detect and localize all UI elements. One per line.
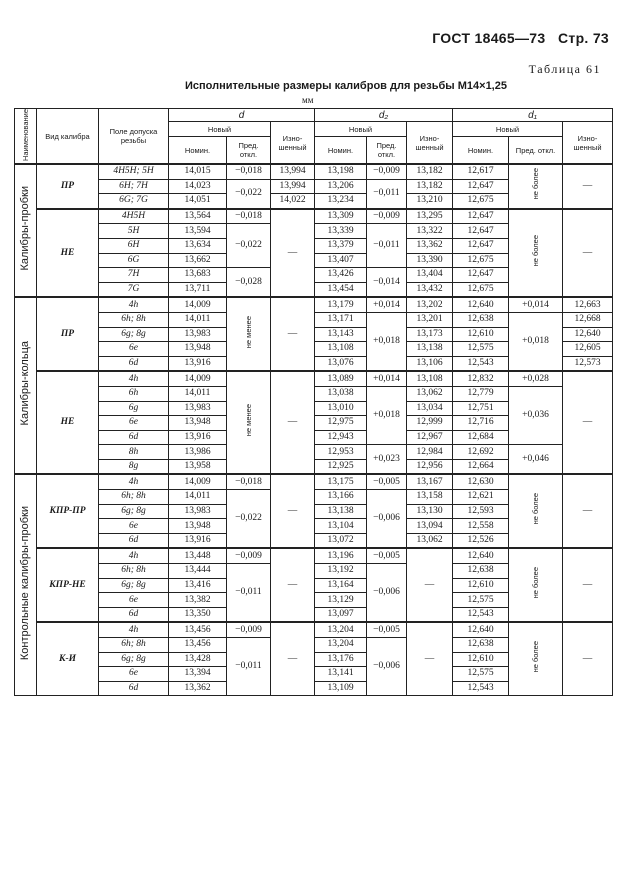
limit-note-text: не более xyxy=(531,493,540,525)
nominal-d1: 12,638 xyxy=(453,564,509,579)
nominal-d1: 12,647 xyxy=(453,209,509,224)
nominal-d2: 13,426 xyxy=(315,268,367,283)
nominal-d1: 12,684 xyxy=(453,430,509,445)
nominal-d: 14,011 xyxy=(169,312,227,327)
nominal-d2: 13,407 xyxy=(315,253,367,268)
worn-d1: — xyxy=(563,371,613,474)
units-label: мм xyxy=(302,95,314,105)
nominal-d2: 13,198 xyxy=(315,164,367,179)
nominal-d: 13,948 xyxy=(169,416,227,431)
worn-d2: 13,062 xyxy=(407,533,453,548)
table-label: Таблица 61 xyxy=(528,62,601,76)
nominal-d1: 12,675 xyxy=(453,253,509,268)
page-header xyxy=(432,30,609,46)
nominal-d: 14,009 xyxy=(169,474,227,489)
worn-d: — xyxy=(271,474,315,548)
nominal-d2: 13,339 xyxy=(315,224,367,239)
tolerance-field: 6d xyxy=(99,356,169,371)
limit-note-text: не менее xyxy=(244,315,253,348)
tolerance-field: 4h xyxy=(99,548,169,563)
worn-d1: — xyxy=(563,164,613,209)
nominal-d2: 13,143 xyxy=(315,327,367,342)
nominal-d1: 12,647 xyxy=(453,268,509,283)
nominal-d1: 12,640 xyxy=(453,622,509,637)
nominal-d: 14,011 xyxy=(169,490,227,505)
nominal-d1: 12,647 xyxy=(453,179,509,194)
nominal-d2: 12,975 xyxy=(315,416,367,431)
deviation-d2: −0,005 xyxy=(367,548,407,563)
nominal-d: 13,362 xyxy=(169,681,227,696)
nominal-d2: 13,179 xyxy=(315,297,367,312)
tolerance-field: 6e xyxy=(99,416,169,431)
worn-d2: 12,956 xyxy=(407,459,453,474)
worn-d1: 12,668 xyxy=(563,312,613,327)
table-row xyxy=(15,209,613,224)
gauge-kind: КПР-ПР xyxy=(37,474,99,548)
nominal-d: 13,382 xyxy=(169,593,227,608)
tolerance-field: 6g; 8g xyxy=(99,578,169,593)
group-axis-label xyxy=(15,474,37,695)
deviation-d2: −0,009 xyxy=(367,209,407,224)
table-row xyxy=(15,371,613,386)
worn-d2: 13,034 xyxy=(407,401,453,416)
nominal-d1: 12,543 xyxy=(453,681,509,696)
deviation-d: −0,009 xyxy=(227,548,271,563)
deviation-d1: +0,046 xyxy=(509,445,563,475)
deviation-d2: −0,011 xyxy=(367,224,407,268)
deviation-d2: −0,006 xyxy=(367,564,407,623)
tol-d2-header: Пред. откл. xyxy=(367,137,407,165)
nominal-d1: 12,675 xyxy=(453,282,509,297)
nominal-d: 13,564 xyxy=(169,209,227,224)
table-body xyxy=(15,164,613,696)
deviation-d2: +0,014 xyxy=(367,371,407,386)
limit-note-text: не более xyxy=(531,641,540,673)
nominal-d1: 12,647 xyxy=(453,238,509,253)
deviation-d2: +0,018 xyxy=(367,386,407,444)
nominal-d2: 13,108 xyxy=(315,342,367,357)
page-number: Стр. 73 xyxy=(558,30,609,46)
nominal-d2: 13,196 xyxy=(315,548,367,563)
col-name-header: Наименование xyxy=(15,109,37,165)
table-row xyxy=(15,297,613,312)
tolerance-field: 6G; 7G xyxy=(99,194,169,209)
nominal-d: 13,683 xyxy=(169,268,227,283)
worn-d2: 13,167 xyxy=(407,474,453,489)
nominal-d2: 13,379 xyxy=(315,238,367,253)
nominal-d2: 13,104 xyxy=(315,519,367,534)
worn-d: — xyxy=(271,622,315,695)
nominal-d: 13,448 xyxy=(169,548,227,563)
worn-d2: 12,984 xyxy=(407,445,453,460)
nominal-d: 13,916 xyxy=(169,430,227,445)
col-d2-header: d₂ xyxy=(315,109,453,122)
worn-d2-header: Изно-шенный xyxy=(407,122,453,165)
nominal-d2: 13,076 xyxy=(315,356,367,371)
nominal-d2: 13,204 xyxy=(315,638,367,653)
worn-d2: 13,362 xyxy=(407,238,453,253)
gauge-kind: К-И xyxy=(37,622,99,695)
nominal-d2: 13,097 xyxy=(315,607,367,622)
group-axis-text: Калибры-кольца xyxy=(19,341,31,426)
worn-d2: 13,322 xyxy=(407,224,453,239)
deviation-d: −0,022 xyxy=(227,224,271,268)
nominal-d2: 12,925 xyxy=(315,459,367,474)
deviation-d1: +0,036 xyxy=(509,386,563,444)
nominal-d: 14,015 xyxy=(169,164,227,179)
gauge-dimensions-table xyxy=(14,108,613,696)
limit-note xyxy=(509,622,563,695)
deviation-d2: −0,005 xyxy=(367,622,407,637)
worn-d2: 13,130 xyxy=(407,504,453,519)
tolerance-field: 6G xyxy=(99,253,169,268)
nominal-d1: 12,543 xyxy=(453,356,509,371)
tolerance-field: 4h xyxy=(99,622,169,637)
worn-d2: 13,182 xyxy=(407,179,453,194)
nominal-d2: 13,164 xyxy=(315,578,367,593)
worn-d2: 13,062 xyxy=(407,386,453,401)
table-row xyxy=(15,474,613,489)
tol-d-header: Пред. откл. xyxy=(227,137,271,165)
tolerance-field: 4H5H; 5H xyxy=(99,164,169,179)
nominal-d1: 12,575 xyxy=(453,667,509,682)
gauge-kind: НЕ xyxy=(37,209,99,298)
worn-d2: 13,094 xyxy=(407,519,453,534)
tolerance-field: 6e xyxy=(99,519,169,534)
tolerance-field: 6g; 8g xyxy=(99,504,169,519)
nominal-d2: 13,454 xyxy=(315,282,367,297)
deviation-d2: +0,018 xyxy=(367,312,407,371)
tolerance-field: 6d xyxy=(99,681,169,696)
deviation-d1: +0,018 xyxy=(509,312,563,371)
nominal-d: 13,456 xyxy=(169,638,227,653)
nominal-d: 14,009 xyxy=(169,297,227,312)
nominal-d2: 13,089 xyxy=(315,371,367,386)
table-row xyxy=(15,548,613,563)
nominal-d: 13,916 xyxy=(169,533,227,548)
nominal-d: 13,958 xyxy=(169,459,227,474)
nominal-d: 13,634 xyxy=(169,238,227,253)
worn-d2: 13,158 xyxy=(407,490,453,505)
nominal-d1: 12,593 xyxy=(453,504,509,519)
nominal-d2: 13,309 xyxy=(315,209,367,224)
worn-d: 13,994 xyxy=(271,164,315,179)
worn-d2: 13,390 xyxy=(407,253,453,268)
deviation-d: −0,022 xyxy=(227,490,271,549)
tolerance-field: 4h xyxy=(99,474,169,489)
limit-note xyxy=(227,297,271,371)
nominal-d2: 13,141 xyxy=(315,667,367,682)
nominal-d1: 12,647 xyxy=(453,224,509,239)
worn-d1: — xyxy=(563,209,613,298)
nominal-d1: 12,558 xyxy=(453,519,509,534)
limit-note-text: не более xyxy=(531,234,540,267)
worn-d2: 13,182 xyxy=(407,164,453,179)
table-row xyxy=(15,622,613,637)
worn-d1: 12,573 xyxy=(563,356,613,371)
group-axis-label xyxy=(15,164,37,297)
deviation-d: −0,009 xyxy=(227,622,271,637)
nominal-d1: 12,638 xyxy=(453,312,509,327)
nominal-d: 13,986 xyxy=(169,445,227,460)
nominal-d1: 12,610 xyxy=(453,327,509,342)
limit-note xyxy=(509,209,563,298)
new-d-header: Новый xyxy=(169,122,271,137)
nominal-d1: 12,675 xyxy=(453,194,509,209)
nominal-d: 14,023 xyxy=(169,179,227,194)
worn-d: 13,994 xyxy=(271,179,315,194)
worn-d1: — xyxy=(563,548,613,622)
nominal-d: 13,594 xyxy=(169,224,227,239)
nominal-d1: 12,543 xyxy=(453,607,509,622)
nominal-d2: 12,943 xyxy=(315,430,367,445)
nominal-d1: 12,638 xyxy=(453,638,509,653)
nominal-d: 13,444 xyxy=(169,564,227,579)
worn-d-header: Изно-шенный xyxy=(271,122,315,165)
worn-d1: 12,640 xyxy=(563,327,613,342)
tolerance-field: 4h xyxy=(99,371,169,386)
nominal-d2: 13,010 xyxy=(315,401,367,416)
deviation-d: −0,022 xyxy=(227,179,271,209)
tolerance-field: 6h; 8h xyxy=(99,638,169,653)
gauge-kind: ПР xyxy=(37,297,99,371)
tolerance-field: 7G xyxy=(99,282,169,297)
deviation-d2: −0,014 xyxy=(367,268,407,298)
limit-note-text: не менее xyxy=(244,404,253,437)
nominal-d1: 12,640 xyxy=(453,548,509,563)
tolerance-field: 6d xyxy=(99,533,169,548)
nominal-d1: 12,617 xyxy=(453,164,509,179)
deviation-d: −0,018 xyxy=(227,164,271,179)
nominal-d2: 13,166 xyxy=(315,490,367,505)
nominal-d: 13,948 xyxy=(169,519,227,534)
nominal-d1: 12,575 xyxy=(453,593,509,608)
worn-d2: 13,138 xyxy=(407,342,453,357)
tolerance-field: 6h; 8h xyxy=(99,312,169,327)
tolerance-field: 6h xyxy=(99,386,169,401)
nominal-d1: 12,832 xyxy=(453,371,509,386)
worn-d: — xyxy=(271,209,315,298)
tolerance-field: 6H xyxy=(99,238,169,253)
group-axis-label xyxy=(15,297,37,474)
worn-d1-header: Изно-шенный xyxy=(563,122,613,165)
tolerance-field: 6g xyxy=(99,401,169,416)
worn-d: — xyxy=(271,297,315,371)
nominal-d: 13,711 xyxy=(169,282,227,297)
deviation-d: −0,028 xyxy=(227,268,271,298)
nominal-d2: 13,204 xyxy=(315,622,367,637)
tolerance-field: 6d xyxy=(99,607,169,622)
worn-d2: 13,210 xyxy=(407,194,453,209)
nom-d-header: Номин. xyxy=(169,137,227,165)
new-d2-header: Новый xyxy=(315,122,407,137)
gauge-kind: ПР xyxy=(37,164,99,209)
deviation-d2: +0,023 xyxy=(367,445,407,475)
tolerance-field: 5H xyxy=(99,224,169,239)
deviation-d: −0,011 xyxy=(227,638,271,696)
nominal-d2: 13,072 xyxy=(315,533,367,548)
worn-d2: 13,201 xyxy=(407,312,453,327)
deviation-d1: +0,028 xyxy=(509,371,563,386)
nominal-d2: 13,109 xyxy=(315,681,367,696)
worn-d2: 12,967 xyxy=(407,430,453,445)
nominal-d: 13,416 xyxy=(169,578,227,593)
nominal-d2: 13,038 xyxy=(315,386,367,401)
tolerance-field: 4H5H xyxy=(99,209,169,224)
nominal-d: 14,009 xyxy=(169,371,227,386)
tolerance-field: 8h xyxy=(99,445,169,460)
limit-note xyxy=(509,474,563,548)
nominal-d2: 13,138 xyxy=(315,504,367,519)
deviation-d2: −0,006 xyxy=(367,490,407,549)
worn-d: 14,022 xyxy=(271,194,315,209)
nominal-d2: 13,176 xyxy=(315,652,367,667)
nominal-d1: 12,664 xyxy=(453,459,509,474)
tolerance-field: 4h xyxy=(99,297,169,312)
worn-d1: — xyxy=(563,622,613,695)
nominal-d1: 12,640 xyxy=(453,297,509,312)
nominal-d: 13,428 xyxy=(169,652,227,667)
nominal-d2: 13,234 xyxy=(315,194,367,209)
worn-d: — xyxy=(271,548,315,622)
deviation-d2: +0,014 xyxy=(367,297,407,312)
nominal-d2: 13,175 xyxy=(315,474,367,489)
nominal-d: 13,350 xyxy=(169,607,227,622)
worn-d1: 12,663 xyxy=(563,297,613,312)
limit-note xyxy=(509,548,563,622)
deviation-d2: −0,006 xyxy=(367,638,407,696)
deviation-d: −0,018 xyxy=(227,474,271,489)
nominal-d1: 12,630 xyxy=(453,474,509,489)
nominal-d2: 13,192 xyxy=(315,564,367,579)
worn-d1: — xyxy=(563,474,613,548)
deviation-d: −0,011 xyxy=(227,564,271,623)
nominal-d: 13,983 xyxy=(169,401,227,416)
nominal-d1: 12,610 xyxy=(453,578,509,593)
tolerance-field: 6g; 8g xyxy=(99,327,169,342)
worn-d2: 13,404 xyxy=(407,268,453,283)
worn-d2: 13,432 xyxy=(407,282,453,297)
worn-d1: 12,605 xyxy=(563,342,613,357)
tolerance-field: 6h; 8h xyxy=(99,490,169,505)
tol-d1-header: Пред. откл. xyxy=(509,137,563,165)
worn-d: — xyxy=(271,371,315,474)
nominal-d1: 12,526 xyxy=(453,533,509,548)
nominal-d1: 12,692 xyxy=(453,445,509,460)
limit-note xyxy=(227,371,271,474)
nom-d2-header: Номин. xyxy=(315,137,367,165)
nominal-d1: 12,751 xyxy=(453,401,509,416)
limit-note-text: не более xyxy=(531,567,540,599)
nominal-d2: 13,206 xyxy=(315,179,367,194)
deviation-d2: −0,011 xyxy=(367,179,407,209)
nominal-d1: 12,621 xyxy=(453,490,509,505)
worn-d2: 13,202 xyxy=(407,297,453,312)
tolerance-field: 6H; 7H xyxy=(99,179,169,194)
nominal-d: 13,394 xyxy=(169,667,227,682)
gauge-kind: НЕ xyxy=(37,371,99,474)
nominal-d2: 13,171 xyxy=(315,312,367,327)
col-d1-header: d₁ xyxy=(453,109,613,122)
worn-d2: — xyxy=(407,548,453,622)
gauge-kind: КПР-НЕ xyxy=(37,548,99,622)
nominal-d1: 12,779 xyxy=(453,386,509,401)
deviation-d1: +0,014 xyxy=(509,297,563,312)
nominal-d: 13,948 xyxy=(169,342,227,357)
tolerance-field: 6e xyxy=(99,667,169,682)
worn-d2: 12,999 xyxy=(407,416,453,431)
tolerance-field: 6h; 8h xyxy=(99,564,169,579)
nominal-d: 13,456 xyxy=(169,622,227,637)
nominal-d: 13,983 xyxy=(169,327,227,342)
nominal-d1: 12,575 xyxy=(453,342,509,357)
nominal-d1: 12,716 xyxy=(453,416,509,431)
col-kind-header: Вид калибра xyxy=(37,109,99,165)
deviation-d: −0,018 xyxy=(227,209,271,224)
nominal-d1: 12,610 xyxy=(453,652,509,667)
worn-d2: 13,173 xyxy=(407,327,453,342)
group-axis-text: Контрольные калибры-пробки xyxy=(19,505,31,660)
table-row xyxy=(15,164,613,179)
limit-note xyxy=(509,164,563,209)
new-d1-header: Новый xyxy=(453,122,563,137)
tolerance-field: 6g; 8g xyxy=(99,652,169,667)
nominal-d: 13,662 xyxy=(169,253,227,268)
deviation-d2: −0,009 xyxy=(367,164,407,179)
tolerance-field: 6e xyxy=(99,593,169,608)
nominal-d: 14,051 xyxy=(169,194,227,209)
col-field-header: Поле допуска резьбы xyxy=(99,109,169,165)
worn-d2: 13,295 xyxy=(407,209,453,224)
nominal-d: 13,916 xyxy=(169,356,227,371)
col-d-header: d xyxy=(169,109,315,122)
worn-d2: 13,108 xyxy=(407,371,453,386)
nominal-d2: 12,953 xyxy=(315,445,367,460)
tolerance-field: 6d xyxy=(99,430,169,445)
nominal-d: 13,983 xyxy=(169,504,227,519)
limit-note-text: не более xyxy=(531,168,540,200)
group-axis-text: Калибры-пробки xyxy=(19,185,31,271)
table-caption: Исполнительные размеры калибров для резьбы М14×1,25 xyxy=(185,80,507,92)
nom-d1-header: Номин. xyxy=(453,137,509,165)
deviation-d2: −0,005 xyxy=(367,474,407,489)
worn-d2: — xyxy=(407,622,453,695)
worn-d2: 13,106 xyxy=(407,356,453,371)
tolerance-field: 7H xyxy=(99,268,169,283)
nominal-d2: 13,129 xyxy=(315,593,367,608)
tolerance-field: 6e xyxy=(99,342,169,357)
gost-number: ГОСТ 18465—73 xyxy=(432,30,546,46)
nominal-d: 14,011 xyxy=(169,386,227,401)
tolerance-field: 8g xyxy=(99,459,169,474)
